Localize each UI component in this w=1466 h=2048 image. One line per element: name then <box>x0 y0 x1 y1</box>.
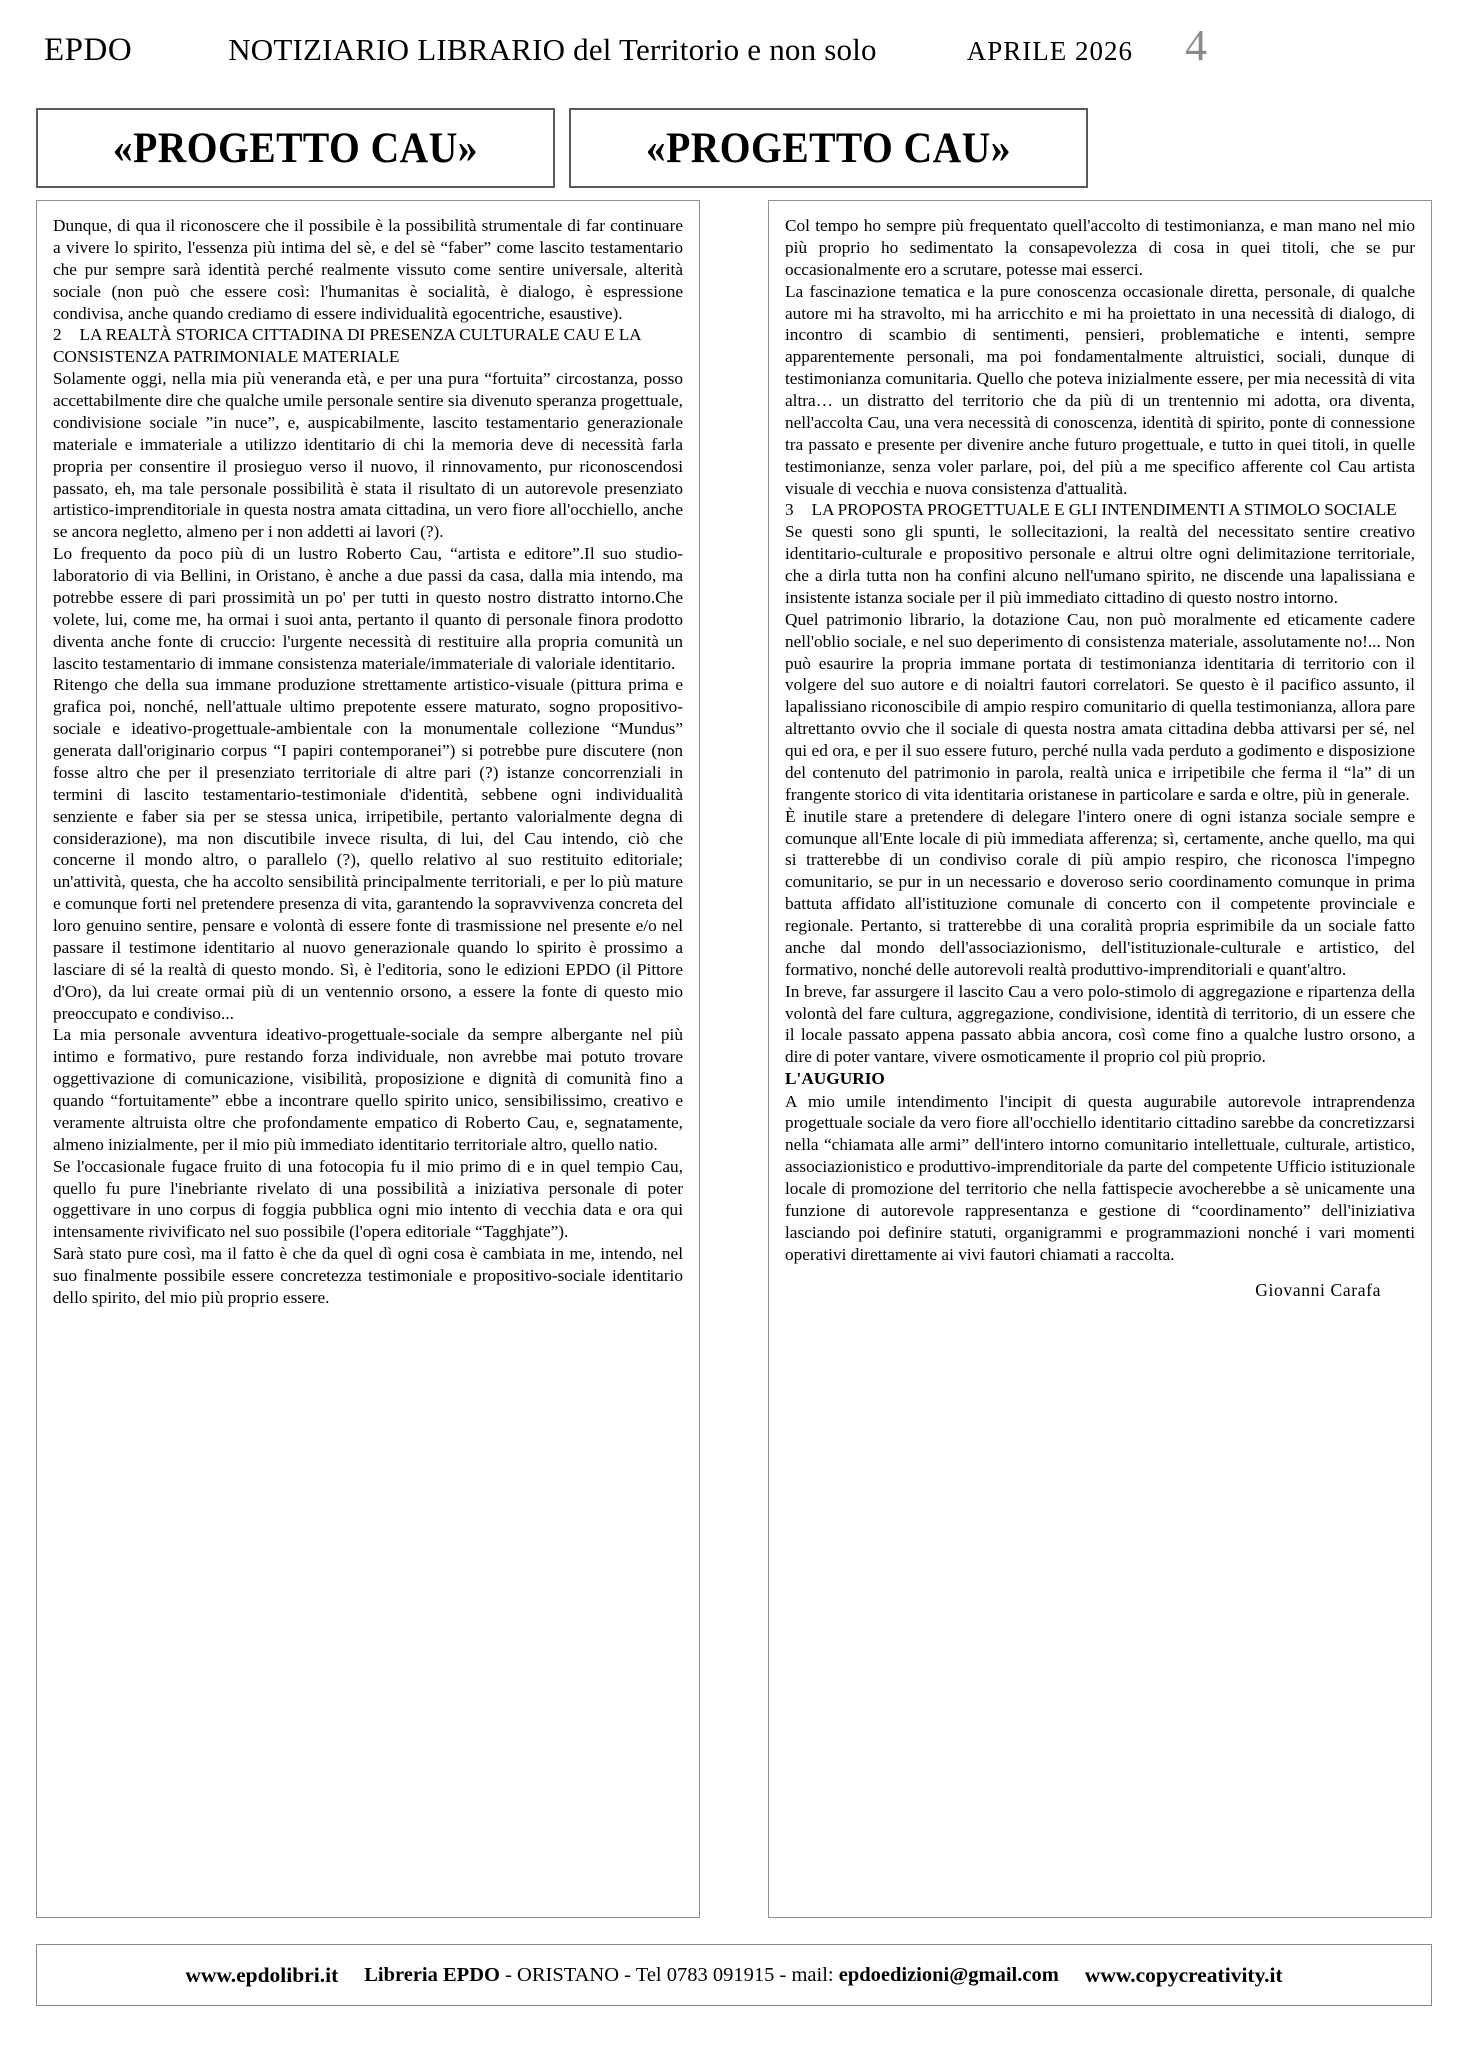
section-title: LA PROPOSTA PROGETTUALE E GLI INTENDIMENTI A STIMOLO SOCIALE <box>811 500 1397 520</box>
article-title-right: «PROGETTO CAU» <box>645 124 1012 172</box>
masthead-title: NOTIZIARIO LIBRARIO del Territorio e non solo <box>228 32 877 67</box>
masthead <box>44 21 1424 86</box>
section-heading-2 <box>53 324 683 368</box>
title-box-right <box>569 108 1088 188</box>
column-left <box>36 200 700 1918</box>
footer-shop-info <box>364 1964 1059 1987</box>
paragraph: È inutile stare a pretendere di delegare l'intero onere di ogni istanza sociale sempre e comunque all'Ente locale di più immediata afferenza; sì, certamente, anche quello, ma qui si tratterebbe di un condiviso corale di più ampio respiro, che riconosca l'impegno comunitario, se pur in un necessario e doveroso serio coordinamento comunque in prima battuta affidato all'istituzione comunale di concerto con il competente provinciale e regionale. Pertanto, si tratterebbe di una coralità propria esprimibile da un sociale fatto anche dal mondo dell'associazionismo, dell'istituzionale-culturale e artistico, del formativo, nonché delle autorevoli realtà produttivo-imprenditoriali e quant'altro. <box>785 806 1415 979</box>
paragraph: Se l'occasionale fugace fruito di una fotocopia fu il mio primo di e in quel tempio Cau, quello fu pure l'inebriante rivelato di una possibilità a iniziativa personale di poter oggettivare in uno corpus di foggia pubblica ogni mio intento di vecchia data e ora qui intensamente rivivificato nel suo possibile (l'opera editoriale “Tagghjate”). <box>53 1156 683 1242</box>
footer-shop-name: Libreria EPDO <box>364 1963 500 1986</box>
footer-website-link[interactable]: www.epdolibri.it <box>185 1962 339 1987</box>
article-title-left: «PROGETTO CAU» <box>112 124 479 172</box>
section-number: 3 <box>785 500 794 520</box>
paragraph: La fascinazione tematica e la pure conoscenza occasionale diretta, personale, di qualche autore mi ha stravolto, mi ha arricchito e mi ha proiettato in una necessità di dialogo, di incontro di scambio di sentimenti, pensieri, problematiche e intenti, sempre apparentemente personali, ma poi fondamentalmente altruistici, sociali, dunque di testimonianza comunitaria. Quello che poteva inizialmente essere, per mia necessità di vita altra… un distratto del territorio che da più di un trentennio mi adotta, ora diventa, nell'accolta Cau, una vera necessità di conoscenza, identità di spirito, ponte di connessione tra passato e presente per divenire anche futuro progettuale, e tutto in quei titoli, in quelle testimonianze, senza voler parlare, poi, del più a me specifico afferente col Cau artista visuale di vecchia e nuova consistenza d'attualità. <box>785 281 1415 498</box>
footer-bar <box>36 1944 1432 2006</box>
footer-website2-link[interactable]: www.copycreativity.it <box>1084 1962 1283 1987</box>
paragraph: Solamente oggi, nella mia più veneranda età, e per una pura “fortuita” circostanza, posso accettabilmente dire che qualche umile personale sentire sia divenuto speranza progettuale, condivisione sociale ”in nuce”, e, auspicabilmente, lascito testamentario generazionale materiale e immateriale a utilizzo identitario di chi la memoria deve di necessità farla propria per consentire il prosieguo verso il nuovo, il rinnovamento, pur riconoscendosi passato, eh, ma tale personale possibilità è stata il risultato di un autorevole presenziato artistico-imprenditoriale in questa nostra amata cittadina, un vero fiore all'occhiello, anche se ancora negletto, almeno per i non addetti ai lavori (?). <box>53 369 684 542</box>
paragraph: A mio umile intendimento l'incipit di questa augurabile autorevole intraprendenza progettuale sociale da vero fiore all'occhiello identitario cittadino sarebbe da concretizzarsi nella “chiamata alle armi” dell'intero intorno comunitario intellettuale, culturale, artistico, associazionistico e produttivo-imprenditoriale da parte del competente Ufficio istituzionale locale di promozione del territorio che nella fattispecie avocherebbe a sè unicamente una funzione di autorevole rappresentanza e gestione di “coordinamento” dell'iniziativa lasciando poi definire statuti, organigrammi e programmazioni nonché i vari momenti operativi direttamente ai vivi fautori chiamati a raccolta. <box>785 1091 1415 1264</box>
paragraph: Ritengo che della sua immane produzione strettamente artistico-visuale (pittura prima e grafica poi, nonché, nell'attuale ultimo prepotente essere maturato, sogno propositivo-sociale e ideativo-progettuale-ambientale con la monumentale collezione “Mundus” generata dall'originario corpus “I papiri contemporanei”) si potrebbe pure discutere (non fosse altro che per il presenziato territoriale di altre pari (?) istanze concorrenziali in termini di lascito testamentario-testimoniale d'identità, sebbene ogni individualità senziente e faber sia per se stessa unica, irripetibile, pertanto valorialmente degna di considerazione), ma non discutibile invece risulta, di lui, del Cau intendo, ciò che concerne il mondo altro, o parallelo (?), quello relativo al suo restituito editoriale; un'attività, questa, che ha accolto sensibilità principalmente territoriali, e per lo più mature e comunque forti nel pretendere presenza di vita, garantendo la sopravvivenza concreta del loro genuino sentire, pensare e volontà di essere fonte di trasmissione nel presente e/o nel passare il testimone identitario al nuovo generazionale quando lo spirito è prossimo a lasciare di sé la realtà di questo mondo. Sì, è l'editoria, sono le edizioni EPDO (il Pittore d'Oro), da lui create ormai più di un ventennio orsono, a essere la fonte di questo mio preoccupato e condiviso... <box>53 675 683 1023</box>
section-number: 2 <box>53 325 62 345</box>
section-title: LA REALTÀ STORICA CITTADINA DI PRESENZA CULTURALE CAU E LA CONSISTENZA PATRIMONIALE MATERIALE <box>53 325 641 367</box>
author-signature: Giovanni Carafa <box>1255 1279 1381 1300</box>
paragraph: Sarà stato pure così, ma il fatto è che da quel dì ogni cosa è cambiata in me, intendo, nel suo finalmente possibile essere concretezza testimoniale e propositivo-sociale identitario dello spirito, del mio più proprio essere. <box>53 1244 683 1307</box>
paragraph: Quel patrimonio librario, la dotazione Cau, non può moralmente ed eticamente cadere nell'oblio sociale, e nel suo deperimento di consistenza materiale, assolutamente no!... Non può esaurire la propria immane portata di testimonianza identitaria di territorio con il volgere del suo autore e di noialtri fautori correlatori. Se questo è il pacifico assunto, il lapalissiano riconoscibile di ampio respiro comunitario di quella testimonianza, allora pare altrettanto ovvio che il sociale di questa nostra amata cittadina debba attivarsi per sé, nel qui ed ora, e per il suo essere futuro, perché nulla vada perduto a godimento e disposizione del contenuto del patrimonio in parola, realtà unica e irripetibile che ferma il “la” di un frangente storico di vita identitaria oristanese in particolare e sarda e oltre, più in generale. <box>785 609 1415 804</box>
paragraph: In breve, far assurgere il lascito Cau a vero polo-stimolo di aggregazione e ripartenza della volontà del fare cultura, aggregazione, condivisione, identità di territorio, di un essere che il locale passato appena passato abbia ancora, così come fino a qualche lustro orsono, a dire di poter vantare, vivere osmoticamente il proprio col più proprio. <box>785 981 1415 1067</box>
paragraph: Lo frequento da poco più di un lustro Roberto Cau, “artista e editore”.Il suo studio-laboratorio di via Bellini, in Oristano, è anche a due passi da casa, dalla mia intendo, ma potrebbe essere di pari prossimità un po' per tutti in questo nostro distratto intorno.Che volete, lui, come me, ha ormai i suoi anta, pertanto il quanto di personale finora prodotto diventa anche fonte di cruccio: l'urgente necessità di restituire alla propria comunità un lascito testamentario di immane consistenza materiale/immateriale di valoriale identitario. <box>53 544 683 673</box>
masthead-brand: EPDO <box>44 32 133 68</box>
paragraph: Dunque, di qua il riconoscere che il possibile è la possibilità strumentale di far continuare a vivere lo spirito, l'essenza più intima del sè, e del sè “faber” come lascito testamentario che pur sempre sarà identità perché realmente vissuto come sentire universale, alterità sociale (non può che essere così: l'humanitas è socialità, è dialogo, è espressione condivisa, anche quando crediamo di essere individualità egocentriche, esaustive). <box>53 216 683 323</box>
article-columns <box>36 200 1432 1918</box>
column-right <box>768 200 1432 1918</box>
paragraph: Col tempo ho sempre più frequentato quell'accolto di testimonianza, e man mano nel mio più proprio ho sedimentato la consapevolezza di cosa in quei titoli, che se pur occasionalmente ero a scrutare, potesse mai esserci. <box>785 216 1415 279</box>
augurio-heading: L'AUGURIO <box>785 1069 885 1089</box>
footer-shop-details: - ORISTANO - Tel 0783 091915 - mail: <box>499 1963 839 1986</box>
footer-email-link[interactable]: epdoedizioni@gmail.com <box>838 1963 1059 1986</box>
title-box-row <box>36 108 1432 188</box>
title-box-left <box>36 108 555 188</box>
section-heading-3 <box>785 499 1415 521</box>
paragraph: Se questi sono gli spunti, le sollecitazioni, la realtà del necessitato sentire creativo identitario-culturale e propositivo personale e altrui oltre ogni delimitazione territoriale, che a dirla tutta non ha confini alcuno nell'umano spirito, ne discende una lapalissiana e insistente istanza sociale per il più immediato cittadino di questo nostro intorno. <box>785 522 1415 607</box>
masthead-date: APRILE 2026 <box>966 36 1133 66</box>
paragraph: La mia personale avventura ideativo-progettuale-sociale da sempre albergante nel più intimo e formativo, pure restando forza individuale, non avrebbe mai potuto trovare oggettivazione di comunicazione, visibilità, proposizione e dignità di comunità fino a quando “fortuitamente” ebbe a incontrare quello spirito unico, sensibilissimo, creativo e veramente altruista oltre che profondamente empatico di Roberto Cau, e, segnatamente, almeno inizialmente, per il mio più immediato identitario territoriale altro, quello natio. <box>53 1025 683 1154</box>
page-number: 4 <box>1184 21 1207 70</box>
